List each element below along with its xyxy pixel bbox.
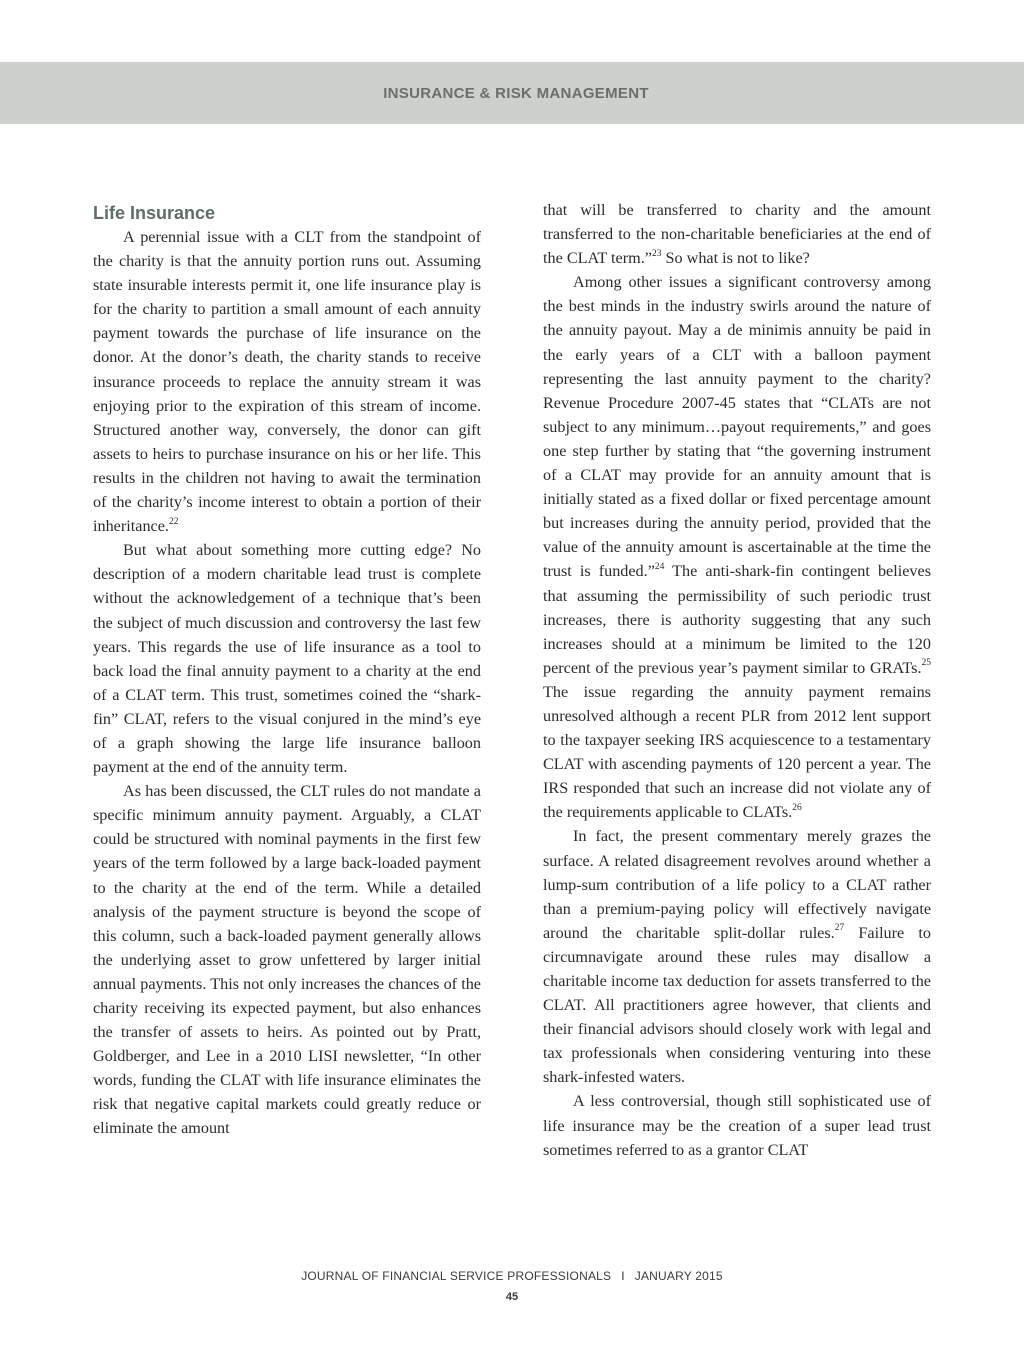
paragraph-text: Among other issues a significant controversy among the best minds in the industry swirls around the nature of the annuity payout. May a de minimis annuity be paid in the early years of a CLT with a balloon payment representing the last annuity payment to the charity? Revenue Procedure 2007-45 states that “CLATs are not subject to any minimum…payout requirements,” and goes one step further by stating that “the governing instrument of a CLAT may provide for an annuity amount that is initially stated as a fixed dollar or fixed percentage amount but increases during the annuity period, provided that the value of the annuity amount is ascertainable at the time the trust is funded.”: [543, 273, 931, 581]
issue-date: JANUARY 2015: [634, 1269, 723, 1283]
paragraph-text: that will be transferred to charity and the amount transferred to the non-charitable beneficiaries at the end of the CLAT term.”: [543, 201, 931, 268]
paragraph: [543, 198, 931, 270]
footnote-ref: 23: [651, 248, 662, 259]
footnote-ref: 24: [654, 562, 665, 573]
paragraph-text: Failure to circumnavigate around these rules may disallow a charitable income tax deduction for assets transferred to the CLAT. All practitioners agree however, that clients and their financial advisors should closely work with legal and tax professionals when considering venturing into these shark-infested waters.: [543, 923, 931, 1087]
footnote-ref: 27: [834, 923, 845, 934]
page-number: 45: [505, 1291, 519, 1303]
section-header-band: [0, 62, 1024, 124]
paragraph: As has been discussed, the CLT rules do not mandate a specific minimum annuity payment. Arguably, a CLAT could be structured with nominal payments in the first few years of the term followed by a large back-loaded payment to the charity at the end of the term. While a detailed analysis of the payment structure is beyond the scope of this column, such a back-loaded payment generally allows the underlying asset to grow unfettered by larger initial annual payments. This not only increases the chances of the charity receiving its expected payment, but also enhances the transfer of assets to heirs. As pointed out by Pratt, Goldberger, and Lee in a 2010 LISI newsletter, “In other words, funding the CLAT with life insurance eliminates the risk that negative capital markets could greatly reduce or eliminate the amount: [93, 782, 481, 1138]
paragraph-text: A perennial issue with a CLT from the standpoint of the charity is that the annuity portion runs out. Assuming state insurable interests permit it, one life insurance play is for the charity to partition a small amount of each annuity payment towards the purchase of life insurance on the donor. At the donor’s death, the charity stands to receive insurance proceeds to replace the annuity stream it was enjoying prior to the expiration of this stream of income. Structured another way, conversely, the donor can gift assets to heirs to purchase insurance on his or her life. This results in the children not having to await the termination of the charity’s income interest to obtain a portion of their inheritance.: [93, 228, 481, 536]
paragraph: [93, 225, 481, 538]
footnote-ref: 26: [792, 802, 802, 813]
paragraph-text: The anti-shark-fin contingent believes that assuming the permissibility of such periodic trust increases, there is authority suggesting that any such increases should at a minimum be limited to the 120 percent of the previous year’s payment similar to GRATs.: [543, 562, 931, 677]
paragraph-text: In fact, the present commentary merely grazes the surface. A related disagreement revolves around whether a lump-sum contribution of a life policy to a CLAT rather than a premium-paying policy will effectively navigate around the charitable split-dollar rules.: [543, 827, 931, 942]
page-footer: [0, 1269, 1024, 1283]
footer-separator: I: [621, 1269, 625, 1283]
footnote-ref: 25: [921, 658, 931, 669]
right-column: [543, 198, 931, 1162]
journal-name: JOURNAL OF FINANCIAL SERVICE PROFESSIONALS: [301, 1269, 612, 1283]
paragraph: [543, 824, 931, 1089]
paragraph: A less controversial, though still sophisticated use of life insurance may be the creation of a super lead trust sometimes referred to as a grantor CLAT: [543, 1092, 931, 1159]
footnote-ref: 22: [168, 516, 179, 527]
left-column: [93, 198, 481, 1141]
paragraph: [543, 270, 931, 824]
paragraph: But what about something more cutting edge? No description of a modern charitable lead trust is complete without the acknowledgement of a technique that’s been the subject of much discussion and controversy the last few years. This regards the use of life insurance as a tool to back load the final annuity payment to a charity at the end of a CLAT term. This trust, sometimes coined the “shark-fin” CLAT, refers to the visual conjured in the mind’s eye of a graph showing the large life insurance balloon payment at the end of the annuity term.: [93, 541, 481, 777]
paragraph-text: The issue regarding the annuity payment remains unresolved although a recent PLR from 2012 lent support to the taxpayer seeking IRS acquiescence to a testamentary CLAT with ascending payments of 120 percent a year. The IRS responded that such an increase did not violate any of the requirements applicable to CLATs.: [543, 682, 931, 822]
section-title: INSURANCE & RISK MANAGEMENT: [383, 84, 649, 102]
section-heading-life-insurance: Life Insurance: [93, 203, 216, 223]
paragraph-text: So what is not to like?: [661, 249, 810, 268]
